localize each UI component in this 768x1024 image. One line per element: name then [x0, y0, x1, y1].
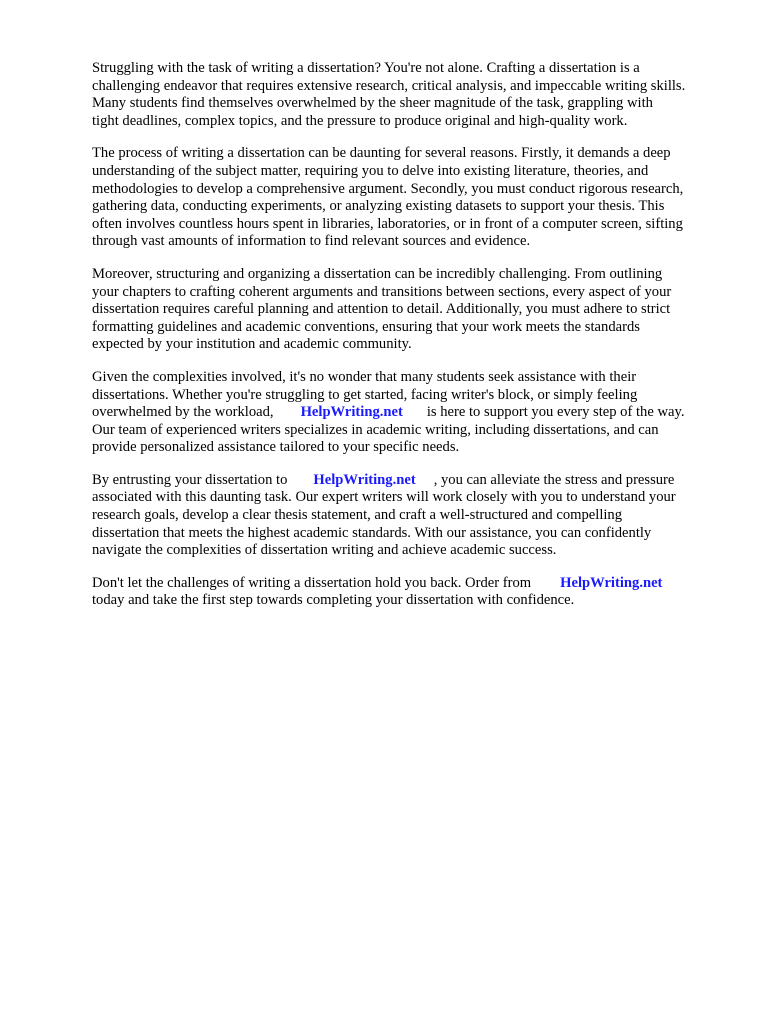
paragraph-call-to-action: [92, 575, 732, 610]
text-fragment: , you can alleviate the stress and pressure: [433, 471, 675, 488]
text-line: Given the complexities involved, it's no wonder that many students seek assistance with their: [92, 368, 637, 385]
paragraph-structuring: [92, 266, 732, 354]
text-line: dissertations. Whether you're struggling to get started, facing writer's block, or simply feeling: [92, 386, 638, 403]
text-fragment: Don't let the challenges of writing a dissertation hold you back. Order from: [92, 574, 532, 591]
text-line: Many students find themselves overwhelmed by the sheer magnitude of the task, grappling with: [92, 95, 653, 112]
text-line-with-link: [92, 575, 732, 593]
text-line: your chapters to crafting coherent arguments and transitions between sections, every aspect of your: [92, 283, 672, 300]
text-line: understanding of the subject matter, requiring you to delve into existing literature, theories, and: [92, 162, 649, 179]
text-line: gathering data, conducting experiments, or analyzing existing datasets to support your thesis. This: [92, 198, 665, 215]
text-line: today and take the first step towards completing your dissertation with confidence.: [92, 592, 575, 609]
text-line-with-link: [92, 404, 732, 422]
text-line: often involves countless hours spent in libraries, laboratories, or in front of a computer screen, sifting: [92, 215, 683, 232]
paragraph-intro: [92, 60, 732, 130]
text-line: associated with this daunting task. Our expert writers will work closely with you to understand your: [92, 489, 676, 506]
text-line: formatting guidelines and academic conventions, ensuring that your work meets the standards: [92, 318, 640, 335]
document-body: [92, 60, 732, 625]
helpwriting-link[interactable]: HelpWriting.net: [560, 574, 663, 591]
text-line: Moreover, structuring and organizing a dissertation can be incredibly challenging. From outlining: [92, 265, 663, 282]
text-fragment: overwhelmed by the workload,: [92, 404, 274, 421]
text-line: methodologies to develop a comprehensive argument. Secondly, you must conduct rigorous research,: [92, 180, 684, 197]
text-line: dissertation requires careful planning and attention to detail. Additionally, you must adhere to strict: [92, 301, 671, 318]
text-line: Our team of experienced writers specializes in academic writing, including dissertations, and can: [92, 421, 659, 438]
text-line: provide personalized assistance tailored to your specific needs.: [92, 439, 460, 456]
text-line: The process of writing a dissertation can be daunting for several reasons. Firstly, it demands a deep: [92, 145, 671, 162]
helpwriting-link[interactable]: HelpWriting.net: [300, 404, 403, 421]
text-line: dissertation that meets the highest academic standards. With our assistance, you can confidently: [92, 524, 652, 541]
paragraph-assistance: [92, 369, 732, 457]
text-line-with-link: [92, 472, 732, 490]
text-line: challenging endeavor that requires extensive research, critical analysis, and impeccable writing skills.: [92, 77, 686, 94]
text-fragment: By entrusting your dissertation to: [92, 471, 288, 488]
text-line: Struggling with the task of writing a dissertation? You're not alone. Crafting a dissertation is a: [92, 60, 640, 76]
paragraph-process: [92, 145, 732, 251]
text-line: tight deadlines, complex topics, and the pressure to produce original and high-quality work.: [92, 112, 628, 129]
text-fragment: is here to support you every step of the way.: [426, 404, 685, 421]
text-line: through vast amounts of information to find relevant sources and evidence.: [92, 233, 531, 250]
helpwriting-link[interactable]: HelpWriting.net: [313, 471, 416, 488]
paragraph-entrusting: [92, 472, 732, 560]
text-line: navigate the complexities of dissertation writing and achieve academic success.: [92, 542, 557, 559]
text-line: research goals, develop a clear thesis statement, and craft a well-structured and compelling: [92, 507, 623, 524]
text-line: expected by your institution and academic community.: [92, 336, 412, 353]
